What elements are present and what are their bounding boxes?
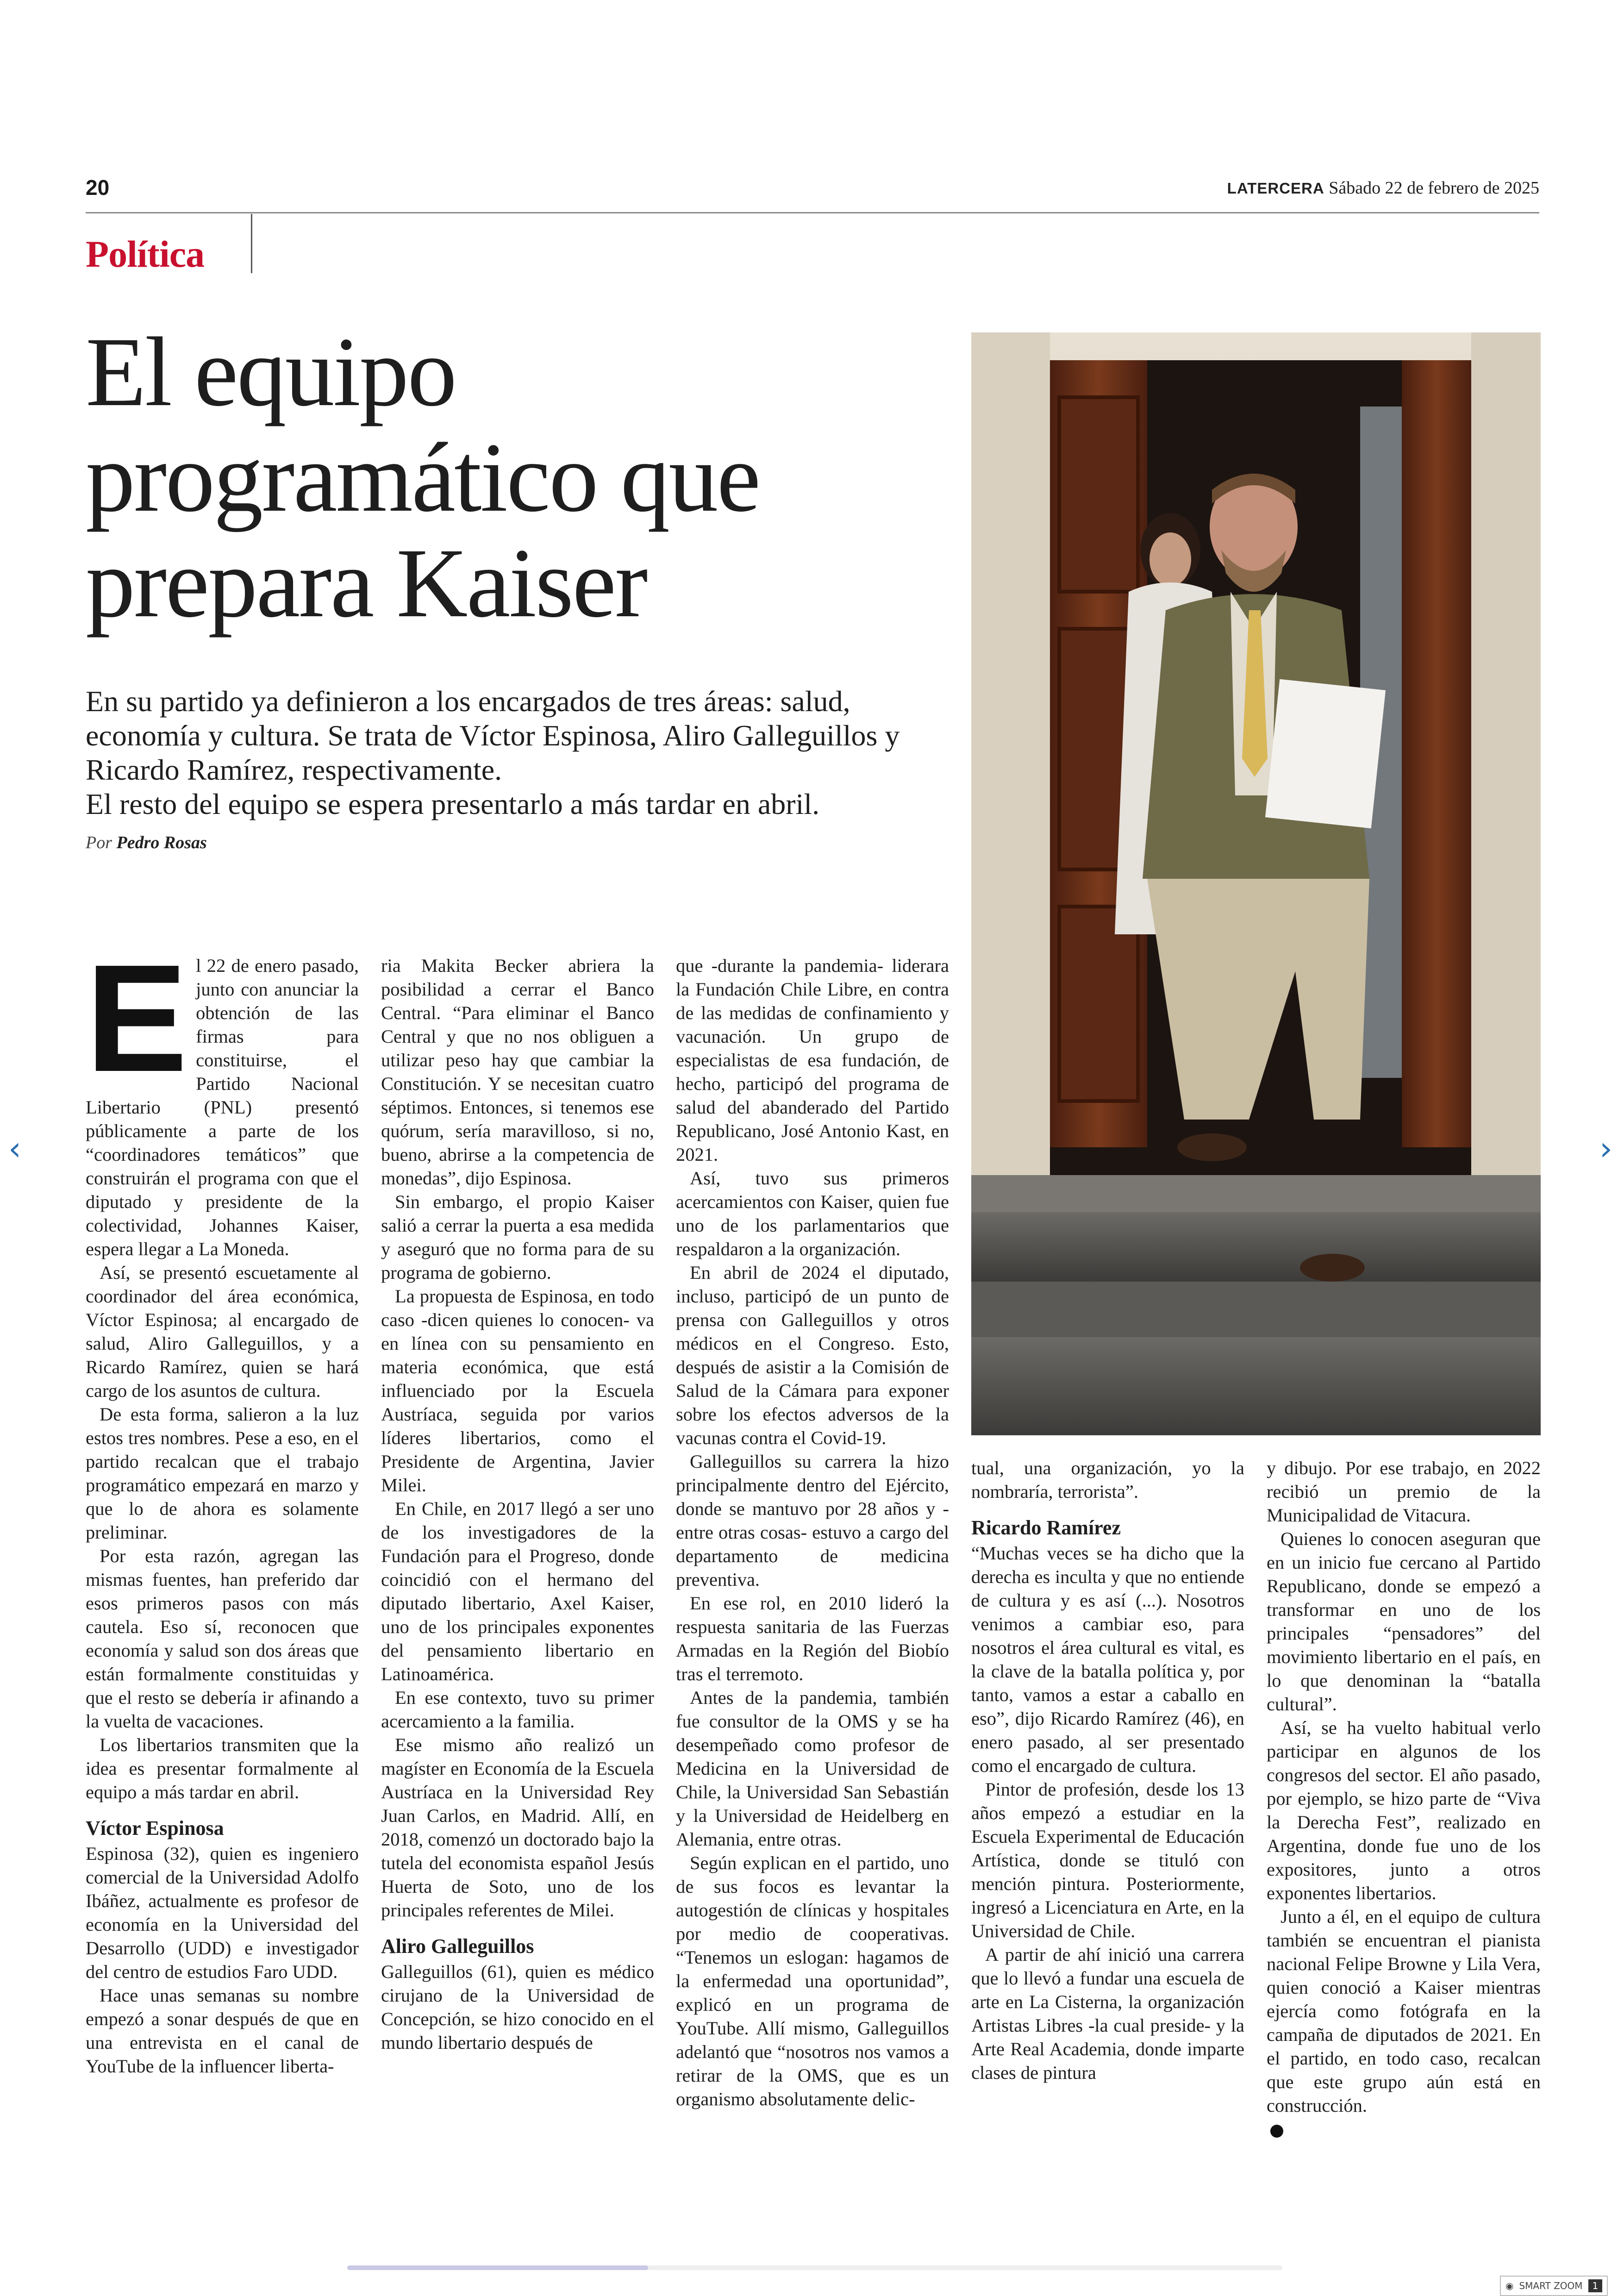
- paragraph: Según explican en el partido, uno de sus focos es levantar la autogestión de clínicas y hospitales por medio de cooperativas. “Tenemos un eslogan: hagamos de la enfermedad una oportunidad”, explicó en un programa de YouTube. Allí mismo, Galleguillos adelantó que “nosotros nos vamos a retirar de la OMS, que es un organismo absolutamente delic-: [676, 1852, 949, 2109]
- byline-prefix: Por: [86, 833, 112, 852]
- chevron-left-icon: ‹: [8, 1130, 21, 1168]
- smart-zoom-label: SMART ZOOM: [1519, 2280, 1583, 2291]
- masthead: [1227, 178, 1539, 198]
- deck-line-2: El resto del equipo se espera presentarlo a más tardar en abril.: [86, 788, 820, 820]
- page-number: 20: [86, 175, 110, 200]
- paragraph: Espinosa (32), quien es ingeniero comercial de la Universidad Adolfo Ibáñez, actualmente es profesor de economía en la Universidad del Desarrollo (UDD) e investigador del centro de estudios Faro UDD.: [86, 1843, 359, 1982]
- paragraph: En ese rol, en 2010 lideró la respuesta sanitaria de las Fuerzas Armadas en la Región del Biobío tras el terremoto.: [676, 1593, 949, 1684]
- paragraph: “Muchas veces se ha dicho que la derecha es inculta y que no entiende de cultura y es así (...). Nosotros venimos a cambiar eso, para nosotros el área cultural es vital, es la clave de la batalla política y, por tanto, vamos a estar a caballo en eso”, dijo Ricardo Ramírez (46), en enero pasado, al ser presentado como el encargado de cultura.: [971, 1543, 1244, 1776]
- column-4: [971, 1456, 1244, 2084]
- previous-page-button[interactable]: [8, 1130, 21, 1168]
- chevron-right-icon: ›: [1599, 1130, 1612, 1168]
- newspaper-brand: LATERCERA: [1227, 180, 1324, 197]
- paragraph: Así, tuvo sus primeros acercamientos con Kaiser, quien fue uno de los parlamentarios que respaldaron a la organización.: [676, 1168, 949, 1259]
- zoom-page-number: 1: [1588, 2279, 1603, 2292]
- smart-zoom-control[interactable]: [1500, 2276, 1608, 2296]
- column-1: [86, 932, 359, 2078]
- paragraph: Junto a él, en el equipo de cultura también se encuentran el pianista nacional Felipe Browne y Lila Vera, quien conoció a Kaiser mientras ejercía como fotógrafa en la campaña de diputados de 2021. En el partido, en todo caso, recalcan que este grupo aún está en construcción.: [1267, 1906, 1541, 2116]
- eye-icon: ◉: [1505, 2280, 1514, 2291]
- next-page-button[interactable]: [1599, 1130, 1612, 1168]
- paragraph: De esta forma, salieron a la luz estos tres nombres. Pese a eso, en el partido recalcan que el trabajo programático empezará en marzo y que lo de ahora es solamente preliminar.: [86, 1404, 359, 1543]
- paragraph: A partir de ahí inició una carrera que lo llevó a fundar una escuela de arte en La Cisterna, la organización Artistas Libres -la cual preside- y la Arte Real Academia, donde imparte clases de pintura: [971, 1944, 1244, 2083]
- header-rule: [86, 212, 1539, 213]
- issue-date: Sábado 22 de febrero de 2025: [1329, 178, 1539, 198]
- section-divider: [251, 214, 252, 273]
- byline: [86, 832, 207, 853]
- paragraph: Los libertarios transmiten que la idea es presentar formalmente al equipo a más tardar en abril.: [86, 1734, 359, 1802]
- byline-author: Pedro Rosas: [116, 833, 207, 852]
- column-3: [676, 954, 949, 2111]
- section-label: Política: [86, 233, 205, 275]
- paragraph: Así, se ha vuelto habitual verlo participar en algunos de los congresos del sector. El año pasado, por ejemplo, se hizo parte de “Viva la Derecha Fest”, realizado en Argentina, donde fue uno de los expositores, junto a otros exponentes libertarios.: [1267, 1717, 1541, 1903]
- paragraph: ria Makita Becker abriera la posibilidad a cerrar el Banco Central. “Para eliminar el Banco Central y que no nos obliguen a utilizar peso hay que cambiar la Constitución. Y se necesitan cuatro séptimos. Entonces, si tenemos ese quórum, sería maravilloso, si no, bueno, abrirse a la competencia de monedas”, dijo Espinosa.: [381, 955, 654, 1189]
- end-mark: [1270, 2125, 1283, 2138]
- paragraph: y dibujo. Por ese trabajo, en 2022 recibió un premio de la Municipalidad de Vitacura.: [1267, 1458, 1541, 1526]
- deck: [86, 684, 956, 821]
- paragraph: En abril de 2024 el diputado, incluso, participó de un punto de prensa con Galleguillos y otros médicos en el Congreso. Esto, después de asistir a la Comisión de Salud de la Cámara para exponer sobre los efectos adversos de la vacunas contra el Covid-19.: [676, 1262, 949, 1448]
- paragraph: En Chile, en 2017 llegó a ser uno de los investigadores de la Fundación para el Progreso, donde coincidió con el hermano del diputado libertario, Axel Kaiser, uno de los principales exponentes del pensamiento libertario en Latinoamérica.: [381, 1498, 654, 1684]
- paragraph: que -durante la pandemia- liderara la Fundación Chile Libre, en contra de las medidas de confinamiento y vacunación. Un grupo de especialistas de esa fundación, de hecho, participó del programa de salud del abanderado del Partido Republicano, José Antonio Kast, en 2021.: [676, 955, 949, 1165]
- drop-cap: E: [86, 932, 188, 1103]
- scrollbar-thumb[interactable]: [347, 2265, 648, 2270]
- paragraph: Galleguillos (61), quien es médico cirujano de la Universidad de Concepción, se hizo conocido en el mundo libertario después de: [381, 1961, 654, 2053]
- column-5: [1267, 1456, 1541, 2141]
- paragraph: Pintor de profesión, desde los 13 años empezó a estudiar en la Escuela Experimental de Educación Artística, donde se tituló con mención pintura. Posteriormente, ingresó a Licenciatura en Arte, en la Universidad de Chile.: [971, 1779, 1244, 1941]
- paragraph: Así, se presentó escuetamente al coordinador del área económica, Víctor Espinosa; al encargado de salud, Aliro Galleguillos, y a Ricardo Ramírez, quien se hará cargo de los asuntos de cultura.: [86, 1262, 359, 1401]
- paragraph: Antes de la pandemia, también fue consultor de la OMS y se ha desempeñado como profesor de Medicina en la Universidad de Chile, la Universidad San Sebastián y la Universidad de Heidelberg en Alemania, entre otras.: [676, 1687, 949, 1850]
- paragraph: l 22 de enero pasado, junto con anunciar la obtención de las firmas para constituirse, el Partido Nacional Libertario (PNL) presentó públicamente a parte de los “coordinadores temáticos” que construirán el programa con que el diputado y presidente de la colectividad, Johannes Kaiser, espera llegar a La Moneda.: [86, 955, 359, 1259]
- paragraph: Por esta razón, agregan las mismas fuentes, han preferido dar esos primeros pasos con más cautela. Eso sí, reconocen que economía y salud son dos áreas que están formalmente constituidas y que el resto se debería ir afinando a la vuelta de vacaciones.: [86, 1545, 359, 1732]
- subhead-victor-espinosa: Víctor Espinosa: [86, 1817, 224, 1839]
- paragraph: Sin embargo, el propio Kaiser salió a cerrar la puerta a esa medida y aseguró que no forma para de su programa de gobierno.: [381, 1191, 654, 1283]
- deck-line-1: En su partido ya definieron a los encargados de tres áreas: salud, economía y cultura. Se trata de Víctor Espinosa, Aliro Galleguillos y Ricardo Ramírez, respectivamente.: [86, 685, 900, 786]
- subhead-ricardo-ramirez: Ricardo Ramírez: [971, 1516, 1121, 1539]
- paragraph: Quienes lo conocen aseguran que en un inicio fue cercano al Partido Republicano, donde se empezó a transformar en uno de los principales “pensadores” del movimiento libertario en el país, en lo que denominan la “batalla cultural”.: [1267, 1528, 1541, 1714]
- paragraph: La propuesta de Espinosa, en todo caso -dicen quienes lo conocen- va en línea con su pensamiento en materia económica, que está influenciado por la Escuela Austríaca, seguida por varios líderes libertarios, como el Presidente de Argentina, Javier Milei.: [381, 1286, 654, 1495]
- paragraph: En ese contexto, tuvo su primer acercamiento a la familia.: [381, 1687, 654, 1732]
- paragraph: Galleguillos su carrera la hizo principalmente dentro del Ejército, donde se mantuvo por 28 años y -entre otras cosas- estuvo a cargo del departamento de medicina preventiva.: [676, 1451, 949, 1590]
- headline: El equipo programático que prepara Kaiser: [86, 317, 760, 638]
- article-photo: [971, 332, 1541, 1435]
- paragraph: Hace unas semanas su nombre empezó a sonar después de que en una entrevista en el canal de YouTube de la influencer liberta-: [86, 1985, 359, 2077]
- paragraph: tual, una organización, yo la nombraría, terrorista”.: [971, 1458, 1244, 1502]
- subhead-aliro-galleguillos: Aliro Galleguillos: [381, 1935, 534, 1958]
- paragraph: Ese mismo año realizó un magíster en Economía de la Escuela Austríaca en la Universidad Rey Juan Carlos, en Madrid. Allí, en 2018, comenzó un doctorado bajo la tutela del economista español Jesús Huerta de Soto, uno de los principales referentes de Milei.: [381, 1734, 654, 1921]
- column-2: [381, 954, 654, 2054]
